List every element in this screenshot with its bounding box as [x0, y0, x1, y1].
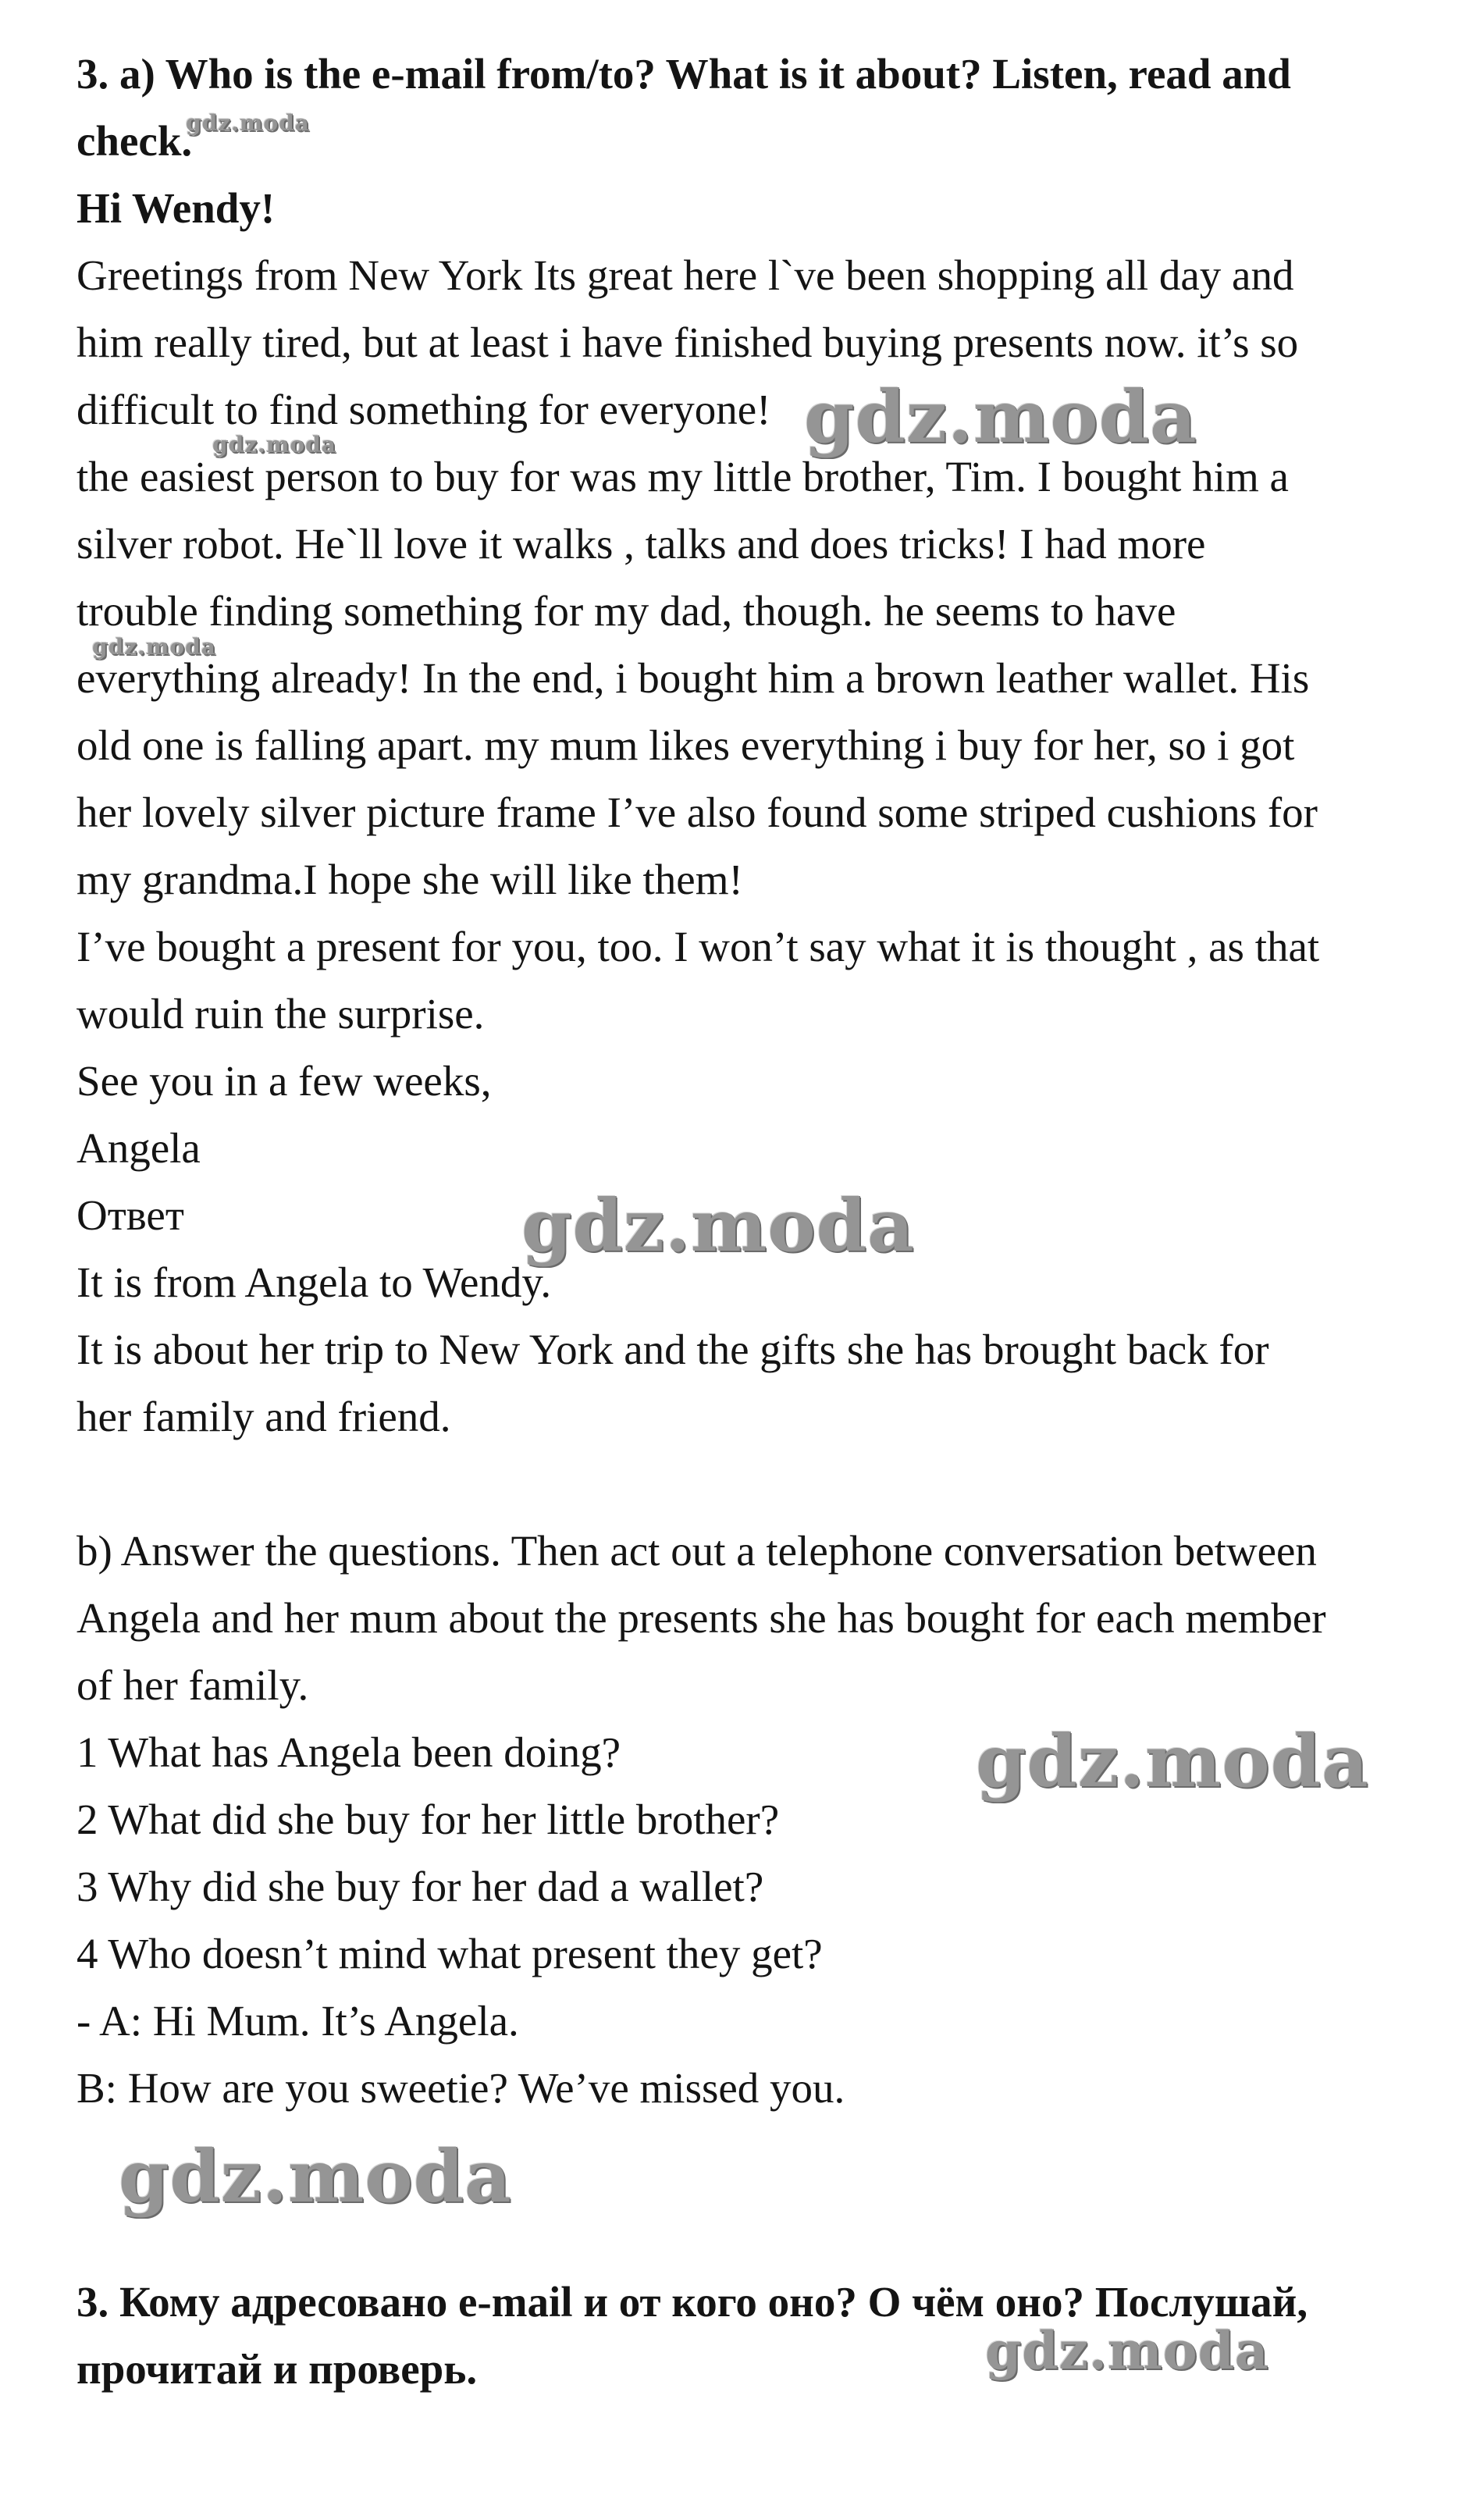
- email-line: my grandma.I hope she will like them!: [76, 856, 743, 903]
- question-item: 2 What did she buy for her little brother?: [76, 1796, 780, 1843]
- exercise-b-instruction-line: Angela and her mum about the presents she has bought for each member: [76, 1594, 1326, 1642]
- email-line: I’ve bought a present for you, too. I won’t say what it is thought , as that: [76, 923, 1320, 970]
- exercise-a-heading-line2: check.: [76, 117, 193, 165]
- exercise-ru-heading-line1: 3. Кому адресовано e-mail и от кого оно? О чём оно? Послушай,: [76, 2278, 1308, 2326]
- watermark: gdz.moda: [92, 634, 216, 660]
- question-item: 3 Why did she buy for her dad a wallet?: [76, 1863, 764, 1910]
- email-greeting: Hi Wendy!: [76, 184, 276, 232]
- dialogue-line: B: How are you sweetie? We’ve missed you.: [76, 2064, 845, 2112]
- answer-line: It is about her trip to New York and the gifts she has brought back for: [76, 1326, 1269, 1373]
- email-line: trouble finding something for my dad, though. he seems to have: [76, 587, 1176, 635]
- answer-label: Ответ: [76, 1191, 184, 1239]
- email-line: old one is falling apart. my mum likes everything i buy for her, so i got: [76, 721, 1295, 769]
- email-line: her lovely silver picture frame I’ve also found some striped cushions for: [76, 788, 1318, 836]
- question-item: 1 What has Angela been doing?: [76, 1728, 621, 1776]
- exercise-b-instruction-line: b) Answer the questions. Then act out a telephone conversation between: [76, 1527, 1317, 1575]
- email-line: the easiest person to buy for was my little brother, Tim. I bought him a: [76, 453, 1289, 500]
- watermark: gdz.moda: [804, 375, 1197, 459]
- watermark: gdz.moda: [119, 2134, 512, 2219]
- exercise-ru-heading-line2: прочитай и проверь.: [76, 2345, 478, 2393]
- dialogue-line: - A: Hi Mum. It’s Angela.: [76, 1997, 519, 2045]
- email-line: See you in a few weeks,: [76, 1057, 492, 1105]
- exercise-b-instruction-line: of her family.: [76, 1661, 309, 1709]
- email-line: Greetings from New York Its great here l`ve been shopping all day and: [76, 251, 1294, 299]
- email-signature: Angela: [76, 1124, 201, 1172]
- email-line: difficult to find something for everyone!: [76, 386, 771, 433]
- answer-line: her family and friend.: [76, 1393, 451, 1440]
- email-line: would ruin the surprise.: [76, 990, 485, 1038]
- email-line: him really tired, but at least i have finished buying presents now. it’s so: [76, 319, 1299, 366]
- watermark: gdz.moda: [976, 1719, 1369, 1803]
- question-item: 4 Who doesn’t mind what present they get?: [76, 1930, 823, 1977]
- watermark: gdz.moda: [985, 2320, 1269, 2381]
- watermark: gdz.moda: [186, 110, 310, 136]
- watermark: gdz.moda: [521, 1183, 915, 1268]
- email-line: silver robot. He`ll love it walks , talks and does tricks! I had more: [76, 520, 1206, 568]
- email-line: everything already! In the end, i bought him a brown leather wallet. His: [76, 654, 1310, 702]
- answer-line: It is from Angela to Wendy.: [76, 1258, 552, 1306]
- exercise-a-heading-line1: 3. a) Who is the e-mail from/to? What is it about? Listen, read and: [76, 50, 1291, 98]
- watermark: gdz.moda: [212, 432, 336, 457]
